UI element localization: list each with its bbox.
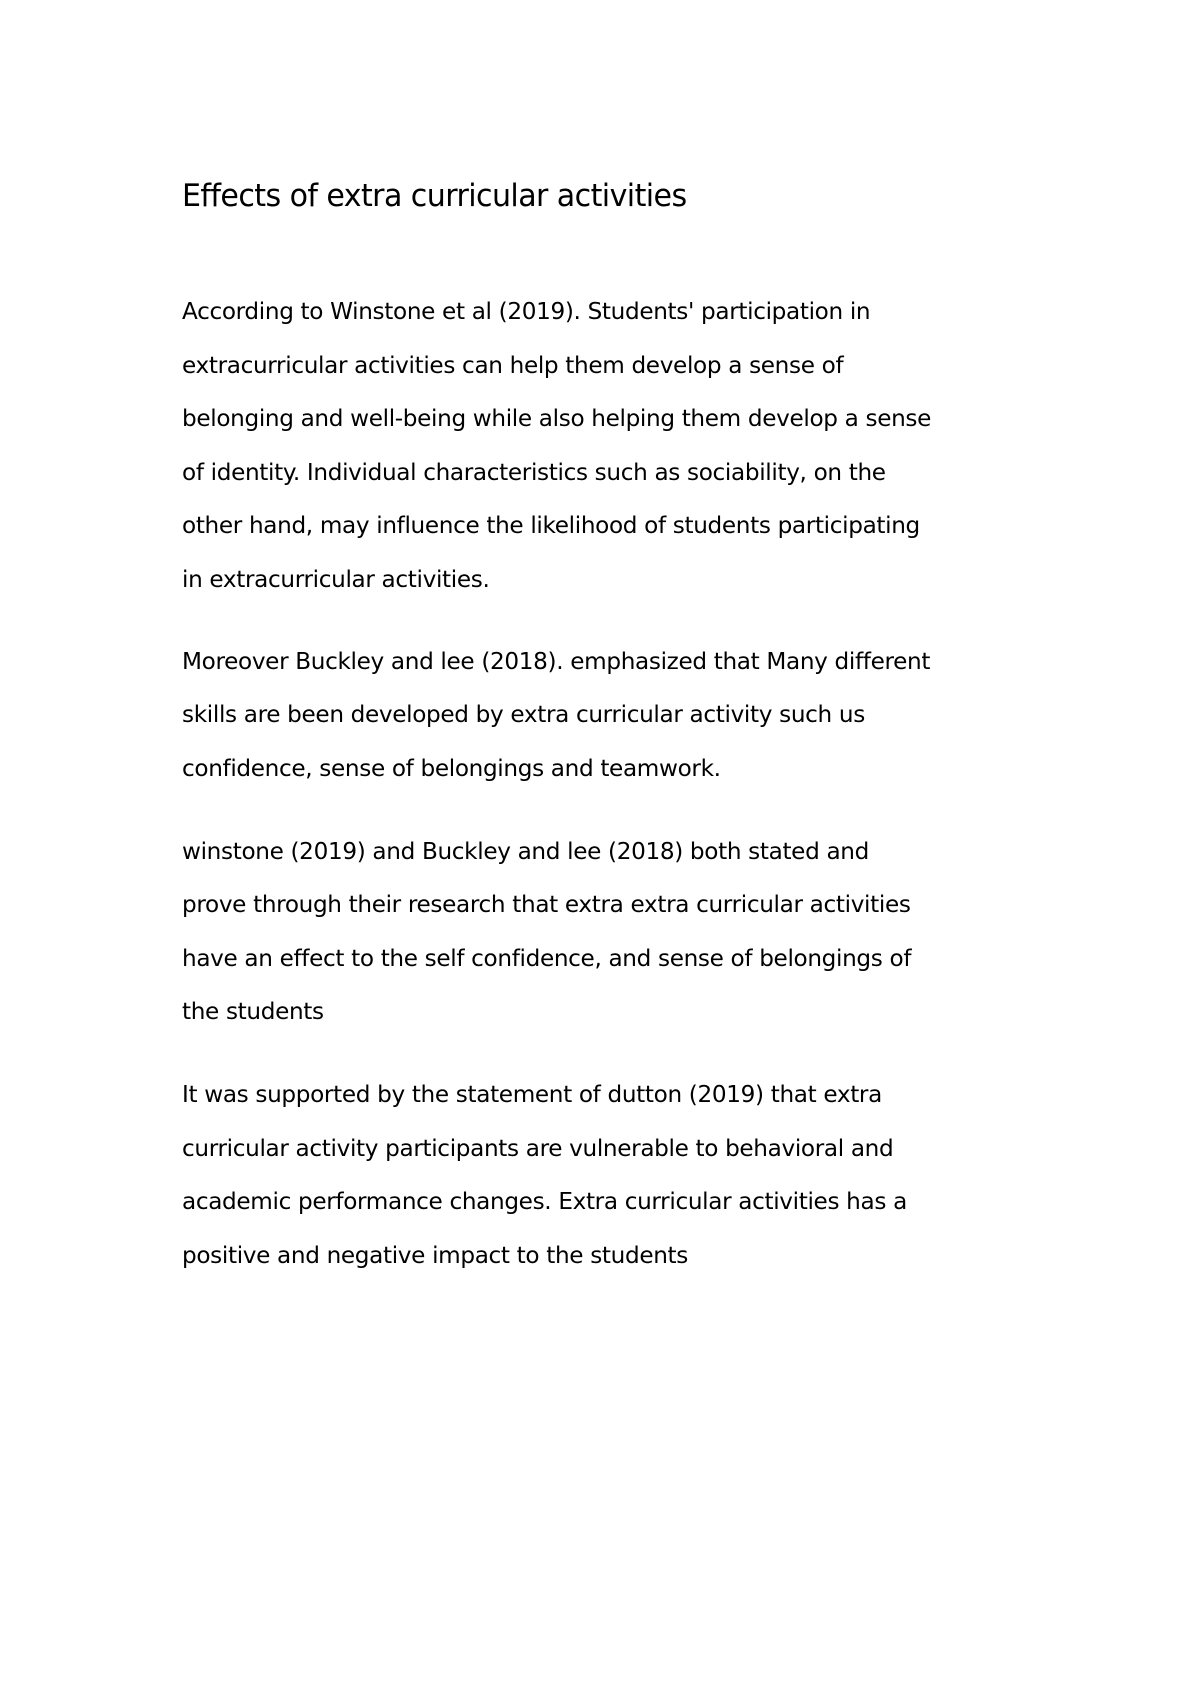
paragraph-line: Moreover Buckley and lee (2018). emphasized that Many different [182, 647, 931, 675]
paragraph-line: academic performance changes. Extra curricular activities has a [182, 1187, 907, 1215]
paragraph-line: It was supported by the statement of dutton (2019) that extra [182, 1080, 882, 1108]
paragraph-line: belonging and well-being while also helping them develop a sense [182, 404, 932, 432]
paragraph-line: According to Winstone et al (2019). Students' participation in [182, 297, 871, 325]
document-title: Effects of extra curricular activities [182, 178, 687, 214]
paragraph-line: of identity. Individual characteristics such as sociability, on the [182, 458, 886, 486]
paragraph-line: in extracurricular activities. [182, 565, 490, 593]
paragraph-line: positive and negative impact to the students [182, 1241, 688, 1269]
paragraph-line: other hand, may influence the likelihood of students participating [182, 511, 920, 539]
paragraph-line: have an effect to the self confidence, and sense of belongings of [182, 944, 912, 972]
paragraph-line: prove through their research that extra extra curricular activities [182, 890, 911, 918]
paragraph-line: skills are been developed by extra curricular activity such us [182, 700, 865, 728]
paragraph-line: extracurricular activities can help them develop a sense of [182, 351, 844, 379]
paragraph-line: winstone (2019) and Buckley and lee (2018) both stated and [182, 837, 869, 865]
paragraph-line: the students [182, 997, 324, 1025]
paragraph-line: confidence, sense of belongings and teamwork. [182, 754, 721, 782]
paragraph-line: curricular activity participants are vulnerable to behavioral and [182, 1134, 894, 1162]
